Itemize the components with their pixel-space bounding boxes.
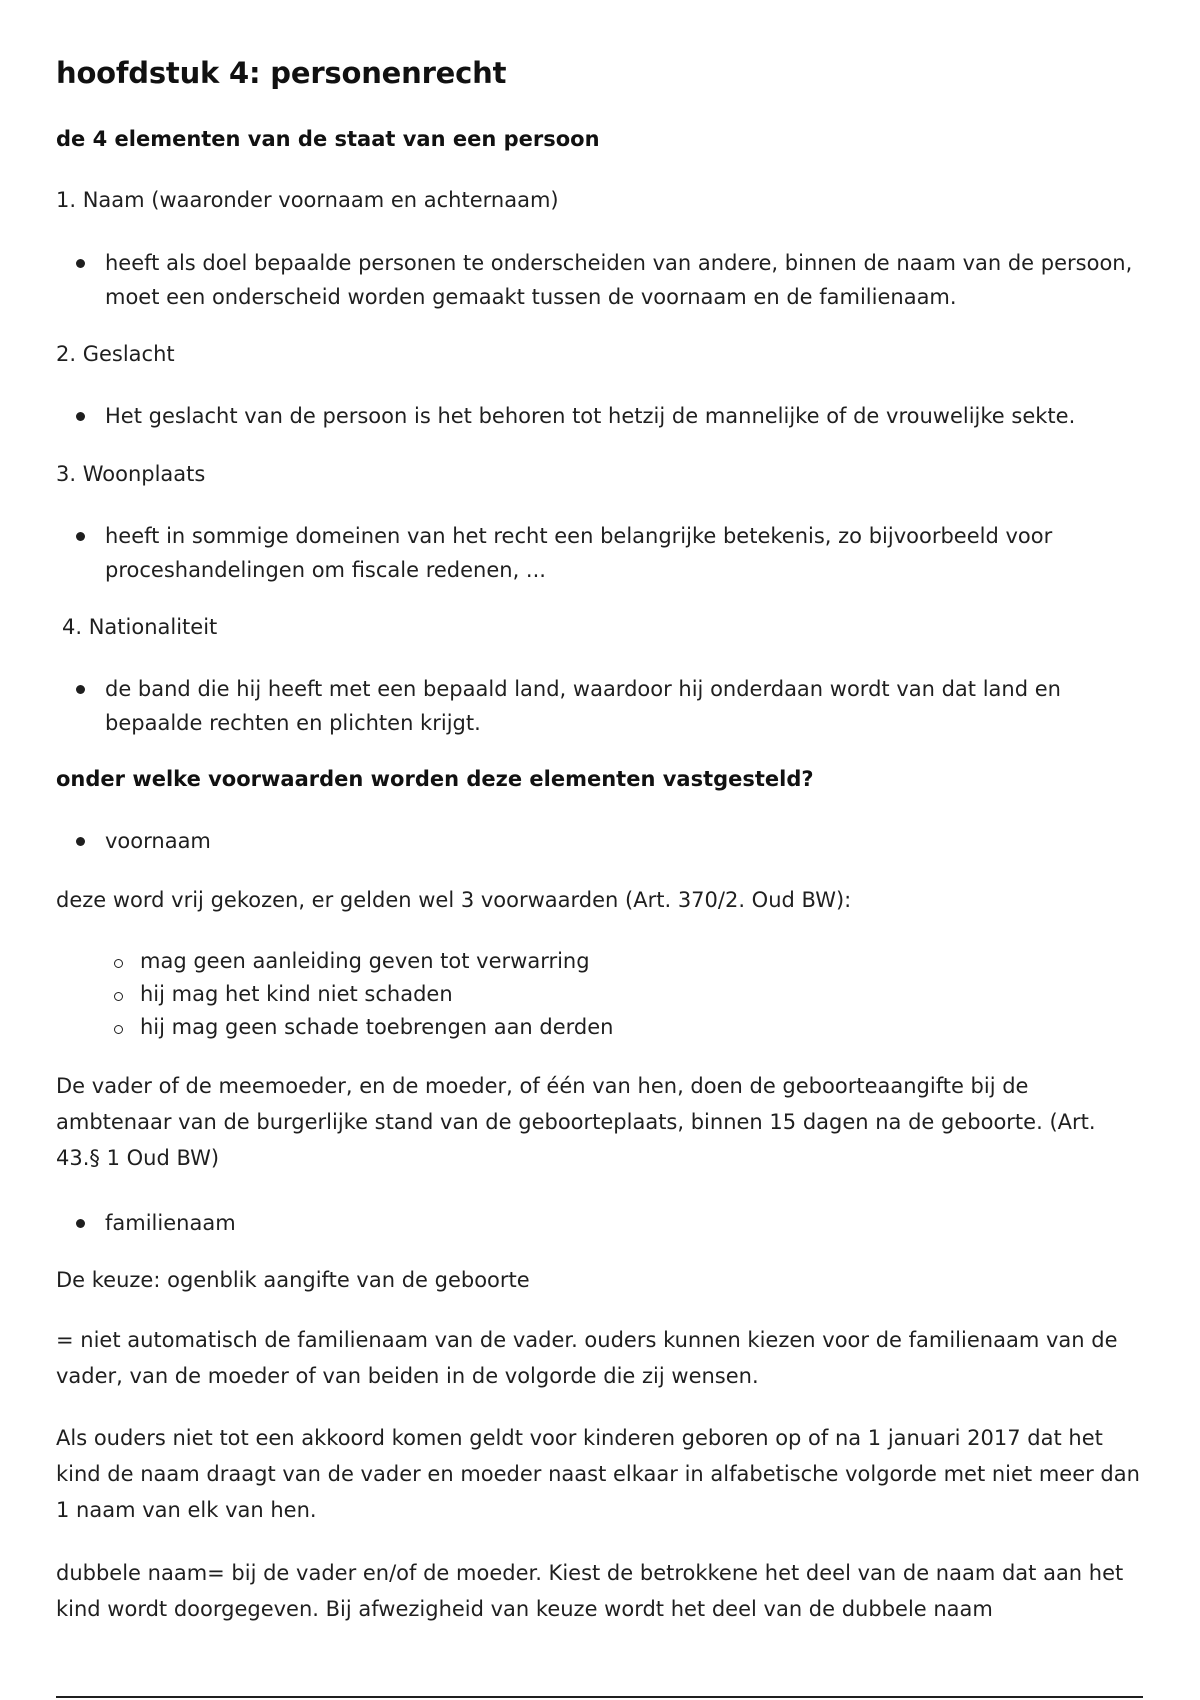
bullet-dot <box>76 532 85 541</box>
bullet-text: Het geslacht van de persoon is het behoren tot hetzij de mannelijke of de vrouwelijke sekte. <box>105 404 1076 428</box>
condition-text: hij mag geen schade toebrengen aan derden <box>140 1015 614 1039</box>
aangifte-paragraph: De vader of de meemoeder, en de moeder, of één van hen, doen de geboorteaangifte bij de ambtenaar van de burgerlijke stand van de geboorteplaats, binnen 15 dagen na de geboorte. (Art. 43.§ 1 Oud BW) <box>56 1074 1096 1170</box>
condition-text: mag geen aanleiding geven tot verwarring <box>140 949 590 973</box>
bullet-dot <box>76 837 85 846</box>
bullet-dot <box>76 1219 85 1228</box>
bullet-dot <box>76 412 85 421</box>
ordered-item-4-label: 4. Nationaliteit <box>62 615 218 639</box>
bullet-dot <box>76 685 85 694</box>
bullet-text: heeft in sommige domeinen van het recht een belangrijke betekenis, zo bijvoorbeeld voor proceshandelingen om fiscale redenen, ... <box>105 524 1053 582</box>
bullet-text: voornaam <box>105 829 211 853</box>
condition-text: hij mag het kind niet schaden <box>140 982 453 1006</box>
bullet-text: de band die hij heeft met een bepaald land, waardoor hij onderdaan wordt van dat land en bepaalde rechten en plichten krijgt. <box>105 677 1061 735</box>
page-bottom-rule <box>56 1696 1143 1698</box>
keuze-line: De keuze: ogenblik aangifte van de geboorte <box>56 1268 530 1292</box>
bullet-geslacht-description <box>105 399 1145 433</box>
dubbele-naam-paragraph: dubbele naam= bij de vader en/of de moeder. Kiest de betrokkene het deel van de naam dat aan het kind wordt doorgegeven. Bij afwezigheid van keuze wordt het deel van de dubbele naam <box>56 1561 1124 1621</box>
condition-item <box>140 978 453 1011</box>
automatic-paragraph: = niet automatisch de familienaam van de vader. ouders kunnen kiezen voor de familienaam van de vader, van de moeder of van beiden in de volgorde die zij wensen. <box>56 1328 1118 1388</box>
ordered-item-2-label: 2. Geslacht <box>56 342 175 366</box>
bullet-dot <box>76 259 85 268</box>
chapter-title: hoofdstuk 4: personenrecht <box>56 56 507 90</box>
ordered-item-3-label: 3. Woonplaats <box>56 462 206 486</box>
bullet-naam-description <box>105 246 1145 314</box>
bullet-text: heeft als doel bepaalde personen te onderscheiden van andere, binnen de naam van de persoon, moet een onderscheid worden gemaakt tussen de voornaam en de familienaam. <box>105 251 1133 309</box>
akkoord-paragraph: Als ouders niet tot een akkoord komen geldt voor kinderen geboren op of na 1 januari 2017 dat het kind de naam draagt van de vader en moeder naast elkaar in alfabetische volgorde met niet meer dan 1 naam van elk van hen. <box>56 1426 1140 1522</box>
section-heading-elements: de 4 elementen van de staat van een persoon <box>56 127 600 151</box>
bullet-woonplaats-description <box>105 519 1145 587</box>
voornaam-intro-paragraph: deze word vrij gekozen, er gelden wel 3 voorwaarden (Art. 370/2. Oud BW): <box>56 888 852 912</box>
bullet-familienaam <box>105 1206 1145 1240</box>
bullet-voornaam <box>105 824 1145 858</box>
hollow-bullet <box>114 959 123 968</box>
ordered-item-1-label: 1. Naam (waaronder voornaam en achternaam) <box>56 188 559 212</box>
bullet-text: familienaam <box>105 1211 236 1235</box>
section-heading-conditions: onder welke voorwaarden worden deze elementen vastgesteld? <box>56 767 814 791</box>
hollow-bullet <box>114 992 123 1001</box>
condition-item <box>140 945 590 978</box>
hollow-bullet <box>114 1025 123 1034</box>
condition-item <box>140 1011 614 1044</box>
bullet-nationaliteit-description <box>105 672 1145 740</box>
